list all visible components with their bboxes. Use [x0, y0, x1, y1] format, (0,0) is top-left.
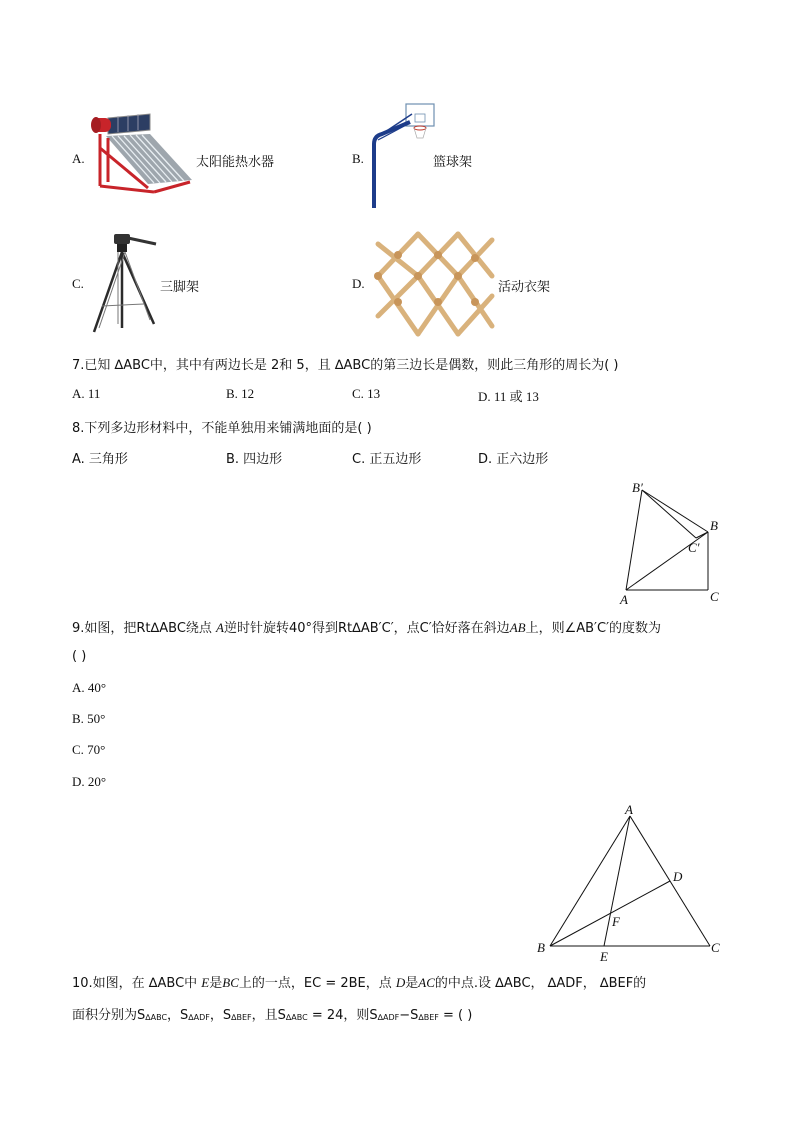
- q9-stem-part3: 上，则∠AB′C′的度数为: [525, 621, 662, 636]
- q10-line1-part1: 10.如图，在 ∆ABC中: [72, 976, 202, 991]
- option-a-letter: A.: [72, 151, 85, 166]
- basketball-hoop-icon: [368, 100, 438, 212]
- option-c-letter: C.: [72, 276, 84, 291]
- q10-stem-line1: [72, 972, 646, 991]
- option-b-label: 篮球架: [433, 155, 473, 170]
- option-c-label: 三脚架: [160, 280, 200, 295]
- q10-line2-part5: = 24，则S: [307, 1008, 378, 1023]
- q9-stem: [72, 617, 661, 636]
- q7-stem: 7.已知 ∆ABC中，其中有两边长是 2和 5，且 ∆ABC的第三边长是偶数，则此三角形的周长为( ): [72, 358, 619, 373]
- label-e: E: [600, 949, 608, 964]
- q8-option-a: A. 三角形: [72, 452, 128, 467]
- label-a: A: [625, 802, 633, 817]
- rotation-figure: [612, 476, 732, 611]
- triangle-figure: [534, 800, 724, 965]
- q10-line2-part7: = ( ): [438, 1008, 473, 1023]
- q10-segment-ac: AC: [418, 975, 435, 990]
- q10-line1-part5: 的中点.设 ∆ABC， ∆ADF， ∆BEF的: [434, 976, 647, 991]
- q10-sub3: ∆BEF: [231, 1013, 252, 1022]
- q7-option-a: A. 11: [72, 386, 101, 401]
- q10-segment-bc: BC: [222, 975, 239, 990]
- label-b: B: [537, 940, 545, 955]
- q9-answer-paren: ( ): [72, 649, 87, 664]
- q9-option-d: D. 20°: [72, 774, 107, 789]
- q10-point-e: E: [201, 975, 210, 990]
- q10-sub5: ∆ADF: [377, 1013, 400, 1022]
- label-c: C: [710, 589, 719, 604]
- q10-sub1: ∆ABC: [145, 1013, 168, 1022]
- option-a-label: 太阳能热水器: [196, 155, 275, 170]
- q8-option-b: B. 四边形: [226, 452, 283, 467]
- q10-line1-part2: 是: [209, 976, 223, 991]
- q7-option-c: C. 13: [352, 386, 381, 401]
- q10-line2-part2: ，S: [167, 1008, 189, 1023]
- q10-line1-part3: 上的一点，EC = 2BE，点: [238, 976, 396, 991]
- option-b-letter: B.: [352, 151, 364, 166]
- label-a: A: [620, 592, 628, 607]
- q10-stem-line2: [72, 1004, 472, 1023]
- label-c: C: [711, 940, 720, 955]
- q10-line2-part1: 面积分别为S: [72, 1008, 146, 1023]
- tripod-icon: [88, 228, 160, 338]
- q9-segment-ab: AB: [509, 620, 526, 635]
- folding-clothes-rack-icon: [370, 230, 500, 338]
- q8-stem: 8.下列多边形材料中，不能单独用来铺满地面的是( ): [72, 421, 372, 436]
- q9-point-a: A: [216, 620, 224, 635]
- q7-option-b: B. 12: [226, 386, 255, 401]
- label-f: F: [612, 914, 620, 929]
- q8-option-d: D. 正六边形: [478, 452, 549, 467]
- label-d: D: [673, 869, 683, 884]
- q10-point-d: D: [395, 975, 406, 990]
- q10-line1-part4: 是: [405, 976, 419, 991]
- option-d-label: 活动衣架: [498, 280, 551, 295]
- q9-option-a: A. 40°: [72, 680, 107, 695]
- q9-stem-part2: 逆时针旋转40°得到Rt∆AB′C′，点C′恰好落在斜边: [223, 621, 510, 636]
- solar-water-heater-icon: [88, 108, 198, 204]
- q10-line2-part3: ，S: [209, 1008, 232, 1023]
- q10-line2-part4: ，且S: [251, 1008, 286, 1023]
- q10-sub6: ∆BEF: [418, 1013, 439, 1022]
- q9-option-c: C. 70°: [72, 742, 106, 757]
- label-b-prime: B′: [632, 480, 643, 495]
- label-c-prime: C′: [688, 540, 700, 555]
- label-b: B: [710, 518, 718, 533]
- q10-sub4: ∆ABC: [285, 1013, 308, 1022]
- q10-sub2: ∆ADF: [188, 1013, 210, 1022]
- q9-stem-part1: 9.如图，把Rt∆ABC绕点: [72, 621, 217, 636]
- q10-line2-part6: −S: [399, 1008, 419, 1023]
- q8-option-c: C. 正五边形: [352, 452, 422, 467]
- q9-option-b: B. 50°: [72, 711, 106, 726]
- option-d-letter: D.: [352, 276, 365, 291]
- q7-option-d: D. 11 或 13: [478, 389, 539, 404]
